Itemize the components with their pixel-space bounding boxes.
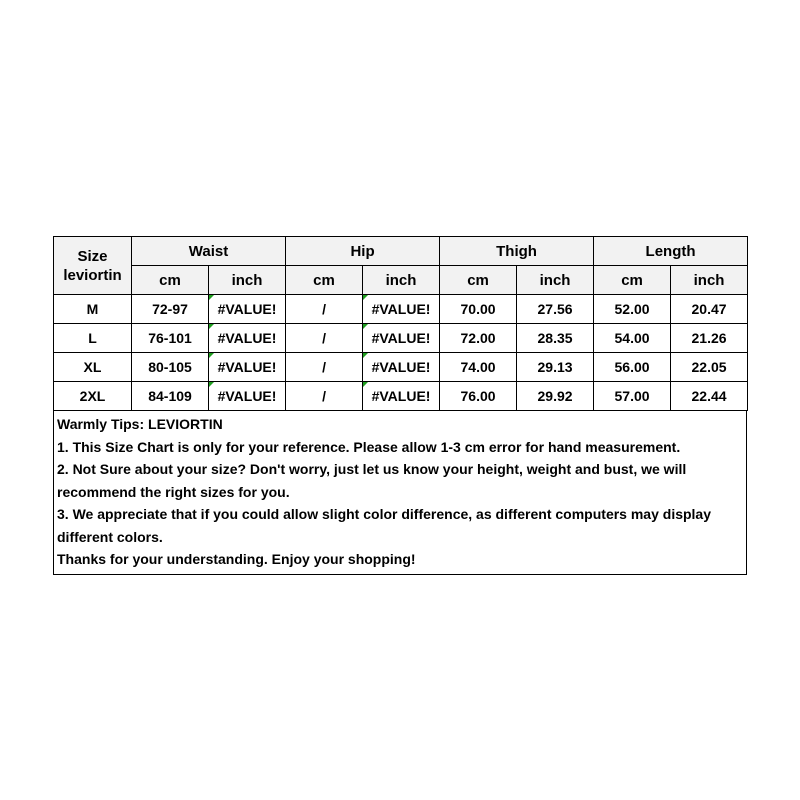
table-cell: 70.00: [440, 295, 517, 324]
table-cell: /: [286, 382, 363, 411]
error-indicator-icon: [363, 382, 368, 387]
unit-header: inch: [517, 266, 594, 295]
size-chart: [53, 236, 747, 575]
error-indicator-icon: [209, 382, 214, 387]
table-cell: #VALUE!: [363, 382, 440, 411]
table-cell: #VALUE!: [209, 353, 286, 382]
unit-header: cm: [440, 266, 517, 295]
table-cell: 52.00: [594, 295, 671, 324]
table-cell: 74.00: [440, 353, 517, 382]
unit-header: inch: [671, 266, 748, 295]
tips-title: Warmly Tips: LEVIORTIN: [57, 416, 223, 432]
tips-line: 1. This Size Chart is only for your reference. Please allow 1-3 cm error for hand measurement.: [57, 438, 681, 455]
table-cell: 57.00: [594, 382, 671, 411]
table-cell: 28.35: [517, 324, 594, 353]
header-row-groups: [54, 237, 748, 266]
table-cell: 27.56: [517, 295, 594, 324]
unit-header: inch: [209, 266, 286, 295]
brand-label: leviortin: [63, 266, 122, 284]
table-cell: 56.00: [594, 353, 671, 382]
tips-line: 2. Not Sure about your size? Don't worry, just let us know your height, weight and bust, we will recommend the right sizes for you.: [57, 461, 687, 500]
table-cell: #VALUE!: [363, 295, 440, 324]
table-cell: 76.00: [440, 382, 517, 411]
table-row: [54, 353, 748, 382]
table-cell: 84-109: [132, 382, 209, 411]
table-cell: #VALUE!: [363, 353, 440, 382]
size-table: [53, 236, 748, 411]
size-label: Size: [77, 247, 108, 265]
size-cell: M: [54, 295, 132, 324]
error-indicator-icon: [209, 295, 214, 300]
table-row: [54, 382, 748, 411]
group-header-length: Length: [594, 237, 748, 266]
group-header-waist: Waist: [132, 237, 286, 266]
table-cell: 72-97: [132, 295, 209, 324]
unit-header: cm: [594, 266, 671, 295]
table-row: [54, 295, 748, 324]
table-row: [54, 324, 748, 353]
error-indicator-icon: [363, 353, 368, 358]
error-indicator-icon: [363, 324, 368, 329]
group-header-hip: Hip: [286, 237, 440, 266]
table-cell: 80-105: [132, 353, 209, 382]
table-cell: #VALUE!: [209, 324, 286, 353]
table-cell: 72.00: [440, 324, 517, 353]
unit-header: cm: [132, 266, 209, 295]
size-cell: XL: [54, 353, 132, 382]
table-cell: 21.26: [671, 324, 748, 353]
table-cell: 20.47: [671, 295, 748, 324]
tips-box: [53, 411, 747, 575]
table-cell: 29.92: [517, 382, 594, 411]
table-cell: 29.13: [517, 353, 594, 382]
table-cell: #VALUE!: [209, 382, 286, 411]
size-cell: L: [54, 324, 132, 353]
table-cell: /: [286, 353, 363, 382]
size-cell: 2XL: [54, 382, 132, 411]
table-cell: 22.44: [671, 382, 748, 411]
table-cell: 22.05: [671, 353, 748, 382]
table-cell: /: [286, 295, 363, 324]
error-indicator-icon: [209, 324, 214, 329]
table-cell: 54.00: [594, 324, 671, 353]
error-indicator-icon: [363, 295, 368, 300]
table-cell: #VALUE!: [209, 295, 286, 324]
table-cell: /: [286, 324, 363, 353]
table-cell: #VALUE!: [363, 324, 440, 353]
group-header-thigh: Thigh: [440, 237, 594, 266]
unit-header: inch: [363, 266, 440, 295]
error-indicator-icon: [209, 353, 214, 358]
tips-line: 3. We appreciate that if you could allow slight color difference, as different computers may display different colors.: [57, 506, 712, 545]
unit-header: cm: [286, 266, 363, 295]
size-column-header: [54, 237, 132, 295]
table-cell: 76-101: [132, 324, 209, 353]
tips-line: Thanks for your understanding. Enjoy your shopping!: [57, 551, 416, 567]
header-row-units: [54, 266, 748, 295]
